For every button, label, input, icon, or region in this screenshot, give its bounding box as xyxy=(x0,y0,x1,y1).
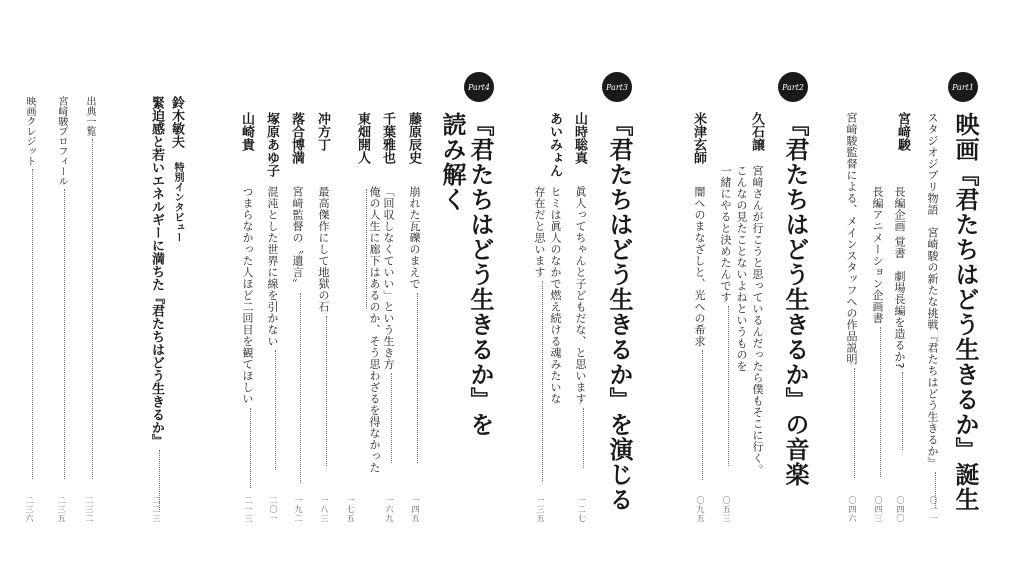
part2-author-hisaishi: 久石譲 xyxy=(749,112,764,151)
interview-name: 鈴木敏夫 xyxy=(169,96,184,148)
part1-entry2a-page: 〇四〇 xyxy=(896,496,905,523)
part4-entry-text: 最高傑作にして地獄の石 xyxy=(318,186,329,469)
appendix-credits-page: 二三六 xyxy=(25,496,34,523)
part3-entry-yamatoki: 眞人ってちゃんと子どもだな、と思います xyxy=(575,186,586,471)
part2-entry2-page: 〇九五 xyxy=(696,496,705,523)
part3-entry-aimyon-line1: ヒミは眞人のなかで燃え続ける魂みたいな xyxy=(549,186,562,405)
part1-badge: Part1 xyxy=(948,72,978,102)
part2-entry1-page: 〇五三 xyxy=(722,496,731,523)
part4-entry-page: 二一三 xyxy=(244,496,253,523)
interview-page: 二二三 xyxy=(152,496,161,523)
part4-entry-page: 一八三 xyxy=(320,496,329,523)
part4-author: 山崎貴 xyxy=(239,112,254,151)
part4-entry-page: 二〇一 xyxy=(269,496,278,523)
part1-entry2b-page: 〇四三 xyxy=(874,496,883,523)
part1-entry-ghibli-story: スタジオジブリ物語 宮崎駿の新たな挑戦『君たちはどう生きるか』 xyxy=(927,112,938,511)
part4-entry-page: 一四五 xyxy=(411,496,420,523)
appendix-sources-page: 二三二 xyxy=(85,496,94,523)
part1-entry-proposal: 長編アニメーション企画書 xyxy=(872,186,883,480)
part2-entry-yonezu: 闇へのまなざしと、光への希求 xyxy=(694,186,705,483)
part4-title-line1: 『君たちはどう生きるか』を xyxy=(466,112,494,437)
part1-title: 映画『君たちはどう生きるか』誕生 xyxy=(951,112,979,512)
part4-author: 東畑開人 xyxy=(355,112,370,164)
part1-entry3-page: 〇四六 xyxy=(848,496,857,523)
part2-title: 『君たちはどう生きるか』の音楽 xyxy=(781,112,809,487)
part2-entry-hisaishi-line3: 一緒にやると決めたんです xyxy=(720,165,731,469)
part2-entry-hisaishi-line1: 宮﨑さんが行こうと思っているんだったら僕もそこに行く。 xyxy=(751,165,764,476)
part1-author-miyazaki: 宮﨑駿 xyxy=(895,112,910,151)
part4-entry-text: 宮﨑監督の〝遺言〟 xyxy=(292,186,303,486)
part4-author: 落合博満 xyxy=(289,112,304,164)
appendix-credits: 映画クレジット xyxy=(24,96,34,482)
appendix-profile-page: 二三五 xyxy=(57,496,66,523)
part3-title: 『君たちはどう生きるか』を演じる xyxy=(605,112,633,512)
part4-author: 千葉雅也 xyxy=(380,112,395,164)
part4-entry-page: 一六九 xyxy=(385,496,394,523)
part1-entry-memo: 長編企画 覚書 劇場長編を造るか? xyxy=(894,186,905,453)
part4-entry-text: 崩れた瓦礫のまえで xyxy=(409,186,420,466)
interview-label: 特別インタビュー xyxy=(172,162,183,242)
interview-title: 緊迫感と若いエネルギーに満ちた『君たちはどう生きるか』 xyxy=(150,96,163,513)
part4-entry-page: 一七五 xyxy=(346,496,355,523)
part4-entry-text: 混沌とした世界に線を引かない xyxy=(267,186,278,473)
part4-author: 塚原あゆ子 xyxy=(264,112,279,177)
appendix-sources: 出典一覧 xyxy=(84,96,94,482)
part4-entry-text: 俺の人生に廊下はあるのか、そう思わざるを得なかった xyxy=(358,186,380,486)
part2-badge: Part2 xyxy=(778,72,808,102)
part4-badge: Part4 xyxy=(464,72,494,102)
part3-badge: Part3 xyxy=(602,72,632,102)
part4-author: 藤原辰史 xyxy=(406,112,421,164)
part2-author-yonezu: 米津玄師 xyxy=(691,112,706,164)
part1-entry-staff-explanation: 宮﨑駿監督による、メインスタッフへの作品説明 xyxy=(846,112,857,481)
part4-entry-page: 一九二 xyxy=(294,496,303,523)
part4-entry-text: つまらなかった人ほど二回目を観てほしい xyxy=(242,186,253,491)
appendix-profile: 宮﨑駿プロフィール xyxy=(56,96,66,482)
part4-author: 冲方丁 xyxy=(315,112,330,151)
part3-entry1-page: 一二七 xyxy=(577,496,586,523)
part4-title-line2: 読み解く xyxy=(438,112,466,212)
part4-entry-text: 「回収しなくていい」という生き方 xyxy=(383,186,394,466)
part3-author-aimyon: あいみょん xyxy=(547,112,562,177)
part3-entry-aimyon-line2: 存在だと思います xyxy=(534,186,545,484)
part1-entry1-page: 〇一一 xyxy=(929,496,938,523)
part2-entry-hisaishi-line2: こんなの見たことないよねというものを xyxy=(735,165,748,372)
part3-author-yamatoki: 山時聡真 xyxy=(572,112,587,164)
part3-entry2-page: 一三五 xyxy=(536,496,545,523)
